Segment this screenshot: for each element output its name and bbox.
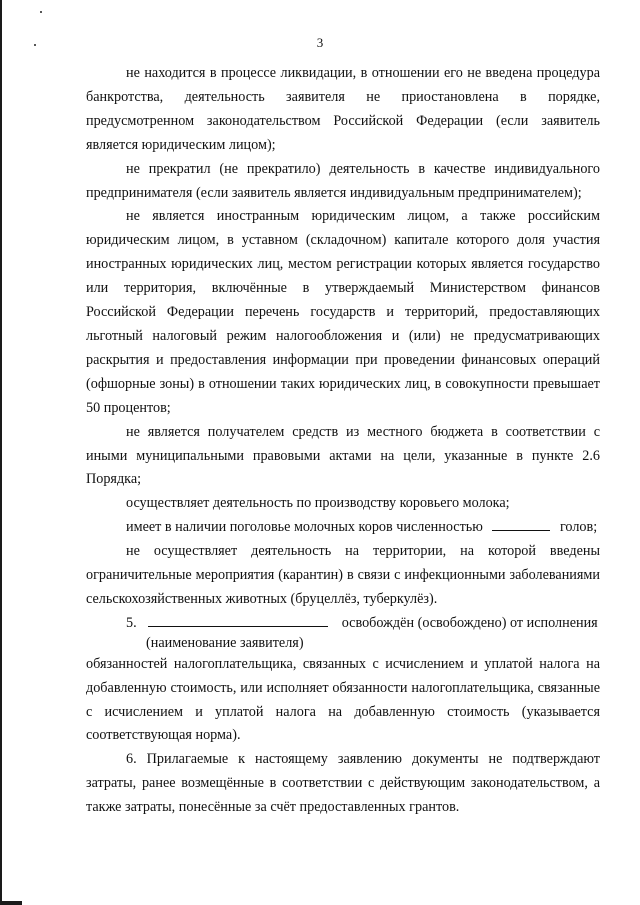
paragraph: не является получателем средств из местного бюджета в соответствии с иными муниципальными правовыми актами на цели, указанные в пункте 2.6 Порядка; bbox=[86, 423, 600, 488]
scan-edge-corner bbox=[0, 901, 22, 905]
paragraph: 6. Прилагаемые к настоящему заявлению документы не подтверждают затраты, ранее возмещённые в соответствии с действующим законодательством, а также затраты, понесённые за счёт предоставленных грантов. bbox=[86, 751, 600, 816]
clause-number: 5. bbox=[126, 614, 137, 631]
paragraph: не прекратил (не прекратило) деятельность в качестве индивидуального предпринимателя (если заявитель является индивидуальным предпринимателем); bbox=[86, 160, 600, 201]
vat-line-text: освобождён (освобождено) от исполнения bbox=[341, 614, 598, 631]
page-number: 3 bbox=[316, 35, 324, 50]
applicant-name-caption: (наименование заявителя) bbox=[146, 634, 304, 651]
paragraph: не является иностранным юридическим лицом, а также российским юридическим лицом, в уставном (складочном) капитале которого доля участия иностранных юридических лиц, местом регистрации которых является государство или территория, включённые в утверждаемый Министерством финансов Российской Федерации перечень государств и территорий, предоставляющих льготный налоговый режим налогообложения и (или) не предусматривающих раскрытия и предоставления информации при проведении финансовых операций (офшорные зоны) в отношении таких юридических лиц, в совокупности превышает 50 процентов; bbox=[86, 208, 600, 416]
herd-count-text: имеет в наличии поголовье молочных коров численностью bbox=[126, 519, 483, 536]
paragraph-continuation: обязанностей налогоплательщика, связанных с исчислением и уплатой налога на добавленную стоимость, или исполняет обязанности налогоплательщика, связанные с исчислением и уплатой налога на добавленную стоимость (указывается соответствующая норма). bbox=[86, 655, 600, 744]
herd-count-blank bbox=[492, 518, 550, 531]
paragraph-herd-count bbox=[86, 516, 600, 540]
applicant-name-blank bbox=[148, 614, 328, 627]
scan-speck bbox=[40, 11, 42, 13]
scan-edge bbox=[0, 0, 2, 905]
paragraph: не находится в процессе ликвидации, в отношении его не введена процедура банкротства, деятельность заявителя не приостановлена в порядке, предусмотренном законодательством Российской Федерации (если заявитель является юридическим лицом); bbox=[86, 65, 600, 153]
paragraph-vat-exemption bbox=[86, 612, 600, 749]
paragraph: не осуществляет деятельность на территории, на которой введены ограничительные мероприятия (карантин) в связи с инфекционными заболеваниями сельскохозяйственных животных (бруцеллёз, туберкулёз). bbox=[86, 543, 600, 607]
herd-count-unit: голов; bbox=[559, 519, 598, 536]
paragraph: осуществляет деятельность по производству коровьего молока; bbox=[126, 495, 510, 512]
document-body bbox=[86, 62, 600, 820]
